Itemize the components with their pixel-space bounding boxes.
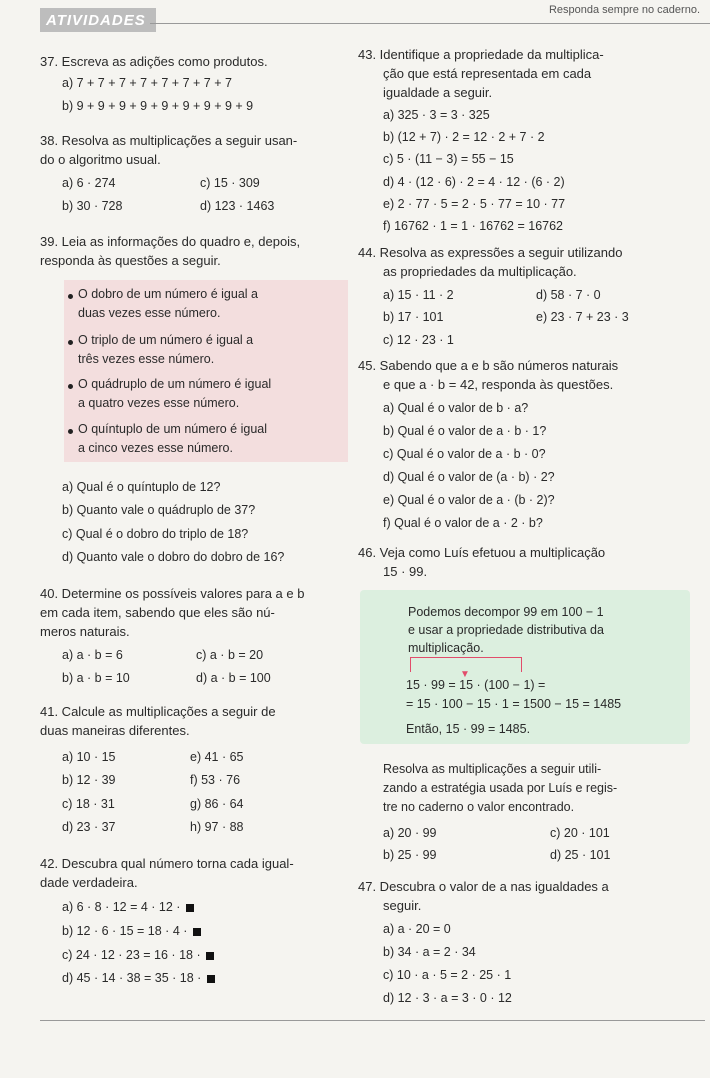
q42-title: 42. Descubra qual número torna cada igual- xyxy=(40,856,294,871)
q37-a: a) 7 + 7 + 7 + 7 + 7 + 7 + 7 + 7 xyxy=(62,76,232,90)
q41-c: c) 18 · 31 xyxy=(62,797,115,811)
q46-b: b) 25 · 99 xyxy=(383,848,437,862)
q39-box-line: O dobro de um número é igual a xyxy=(78,287,258,301)
q39-box-line: três vezes esse número. xyxy=(78,352,215,366)
q45-e: e) Qual é o valor de a · (b · 2)? xyxy=(383,493,555,507)
q45-f: f) Qual é o valor de a · 2 · b? xyxy=(383,516,543,530)
header-divider xyxy=(150,23,710,24)
blank-square xyxy=(207,975,215,983)
bullet-dot xyxy=(68,384,73,389)
q42-title2: dade verdadeira. xyxy=(40,875,138,890)
q44-a: a) 15 · 11 · 2 xyxy=(383,288,454,302)
q46-title: 46. Veja como Luís efetuou a multiplicação xyxy=(358,545,606,560)
q43-a: a) 325 · 3 = 3 · 325 xyxy=(383,108,490,122)
q47-title: 47. Descubra o valor de a nas igualdades a xyxy=(358,879,609,894)
q38-b: b) 30 · 728 xyxy=(62,199,123,213)
q39-box-line: a quatro vezes esse número. xyxy=(78,396,240,410)
q37-title: 37. Escreva as adições como produtos. xyxy=(40,54,268,69)
q39-box-line: O quíntuplo de um número é igual xyxy=(78,422,268,436)
q39-title2: responda às questões a seguir. xyxy=(40,253,221,268)
q46-c: c) 20 · 101 xyxy=(550,826,610,840)
q46-after1: Resolva as multiplicações a seguir utili- xyxy=(383,762,602,776)
q44-c: c) 12 · 23 · 1 xyxy=(383,333,454,347)
q41-d: d) 23 · 37 xyxy=(62,820,116,834)
q42-a: a) 6 · 8 · 12 = 4 · 12 · xyxy=(62,900,194,914)
q40-d: d) a · b = 100 xyxy=(196,671,271,685)
q43-title3: igualdade a seguir. xyxy=(383,85,493,100)
q39-d: d) Quanto vale o dobro do dobro de 16? xyxy=(62,550,285,564)
q46-eq1: 15 · 99 = 15 · (100 − 1) = xyxy=(406,678,546,692)
q44-title: 44. Resolva as expressões a seguir utilizando xyxy=(358,245,623,260)
q41-title2: duas maneiras diferentes. xyxy=(40,723,190,738)
q43-d: d) 4 · (12 · 6) · 2 = 4 · 12 · (6 · 2) xyxy=(383,175,565,189)
q45-d: d) Qual é o valor de (a · b) · 2? xyxy=(383,470,555,484)
q46-eq2: = 15 · 100 − 15 · 1 = 1500 − 15 = 1485 xyxy=(406,697,622,711)
q46-after3: tre no caderno o valor encontrado. xyxy=(383,800,575,814)
q40-c: c) a · b = 20 xyxy=(196,648,264,662)
q39-a: a) Qual é o quíntuplo de 12? xyxy=(62,480,221,494)
q45-title: 45. Sabendo que a e b são números naturais xyxy=(358,358,619,373)
header-hint: Responda sempre no caderno. xyxy=(548,4,700,16)
q38-title: 38. Resolva as multiplicações a seguir usan- xyxy=(40,133,298,148)
q42-d: d) 45 · 14 · 38 = 35 · 18 · xyxy=(62,971,215,985)
blank-square xyxy=(206,952,214,960)
q39-box-line: a cinco vezes esse número. xyxy=(78,441,233,455)
q41-h: h) 97 · 88 xyxy=(190,820,244,834)
bullet-dot xyxy=(68,429,73,434)
q41-e: e) 41 · 65 xyxy=(190,750,244,764)
q43-e: e) 2 · 77 · 5 = 2 · 5 · 77 = 10 · 77 xyxy=(383,197,566,211)
q47-title2: seguir. xyxy=(383,898,422,913)
q44-b: b) 17 · 101 xyxy=(383,310,444,324)
q44-title2: as propriedades da multiplicação. xyxy=(383,264,577,279)
q40-b: b) a · b = 10 xyxy=(62,671,130,685)
q45-b: b) Qual é o valor de a · b · 1? xyxy=(383,424,547,438)
q39-box-line: O quádruplo de um número é igual xyxy=(78,377,272,391)
q44-e: e) 23 · 7 + 23 · 3 xyxy=(536,310,629,324)
q44-d: d) 58 · 7 · 0 xyxy=(536,288,601,302)
q46-box-line2: e usar a propriedade distributiva da xyxy=(408,623,604,637)
q38-c: c) 15 · 309 xyxy=(200,176,260,190)
q46-eq3: Então, 15 · 99 = 1485. xyxy=(406,722,531,736)
q43-title: 43. Identifique a propriedade da multiplica- xyxy=(358,47,604,62)
q40-title2: em cada item, sabendo que eles são nú- xyxy=(40,605,275,620)
section-banner: ATIVIDADES xyxy=(40,8,156,32)
q46-d: d) 25 · 101 xyxy=(550,848,611,862)
bullet-dot xyxy=(68,340,73,345)
blank-square xyxy=(193,928,201,936)
q39-box-line: O triplo de um número é igual a xyxy=(78,333,254,347)
q40-title3: meros naturais. xyxy=(40,624,130,639)
q40-title: 40. Determine os possíveis valores para a e b xyxy=(40,586,305,601)
q47-b: b) 34 · a = 2 · 34 xyxy=(383,945,476,959)
bullet-dot xyxy=(68,294,73,299)
q41-title: 41. Calcule as multiplicações a seguir de xyxy=(40,704,276,719)
q38-title2: do o algoritmo usual. xyxy=(40,152,161,167)
footer-divider xyxy=(40,1020,705,1021)
q38-a: a) 6 · 274 xyxy=(62,176,116,190)
q39-b: b) Quanto vale o quádruplo de 37? xyxy=(62,503,256,517)
q38-d: d) 123 · 1463 xyxy=(200,199,275,213)
q45-title2: e que a · b = 42, responda às questões. xyxy=(383,377,614,392)
q41-b: b) 12 · 39 xyxy=(62,773,116,787)
q41-a: a) 10 · 15 xyxy=(62,750,116,764)
q41-f: f) 53 · 76 xyxy=(190,773,241,787)
q42-b: b) 12 · 6 · 15 = 18 · 4 · xyxy=(62,924,201,938)
q43-c: c) 5 · (11 − 3) = 55 − 15 xyxy=(383,152,514,166)
q39-box-line: duas vezes esse número. xyxy=(78,306,221,320)
q42-c: c) 24 · 12 · 23 = 16 · 18 · xyxy=(62,948,214,962)
q43-title2: ção que está representada em cada xyxy=(383,66,592,81)
q41-g: g) 86 · 64 xyxy=(190,797,244,811)
q46-box-line1: Podemos decompor 99 em 100 − 1 xyxy=(408,605,604,619)
q45-a: a) Qual é o valor de b · a? xyxy=(383,401,529,415)
q47-c: c) 10 · a · 5 = 2 · 25 · 1 xyxy=(383,968,512,982)
q46-title2: 15 · 99. xyxy=(383,564,428,579)
q37-b: b) 9 + 9 + 9 + 9 + 9 + 9 + 9 + 9 + 9 xyxy=(62,99,254,113)
q46-after2: zando a estratégia usada por Luís e regis- xyxy=(383,781,618,795)
arrow-down-icon: ▼ xyxy=(460,669,470,680)
q47-a: a) a · 20 = 0 xyxy=(383,922,451,936)
q47-d: d) 12 · 3 · a = 3 · 0 · 12 xyxy=(383,991,512,1005)
q46-a: a) 20 · 99 xyxy=(383,826,437,840)
q46-box-line3: multiplicação. xyxy=(408,641,484,655)
q40-a: a) a · b = 6 xyxy=(62,648,123,662)
q39-c: c) Qual é o dobro do triplo de 18? xyxy=(62,527,249,541)
q43-b: b) (12 + 7) · 2 = 12 · 2 + 7 · 2 xyxy=(383,130,545,144)
q45-c: c) Qual é o valor de a · b · 0? xyxy=(383,447,546,461)
q43-f: f) 16762 · 1 = 1 · 16762 = 16762 xyxy=(383,219,563,233)
blank-square xyxy=(186,904,194,912)
q39-title: 39. Leia as informações do quadro e, depois, xyxy=(40,234,301,249)
